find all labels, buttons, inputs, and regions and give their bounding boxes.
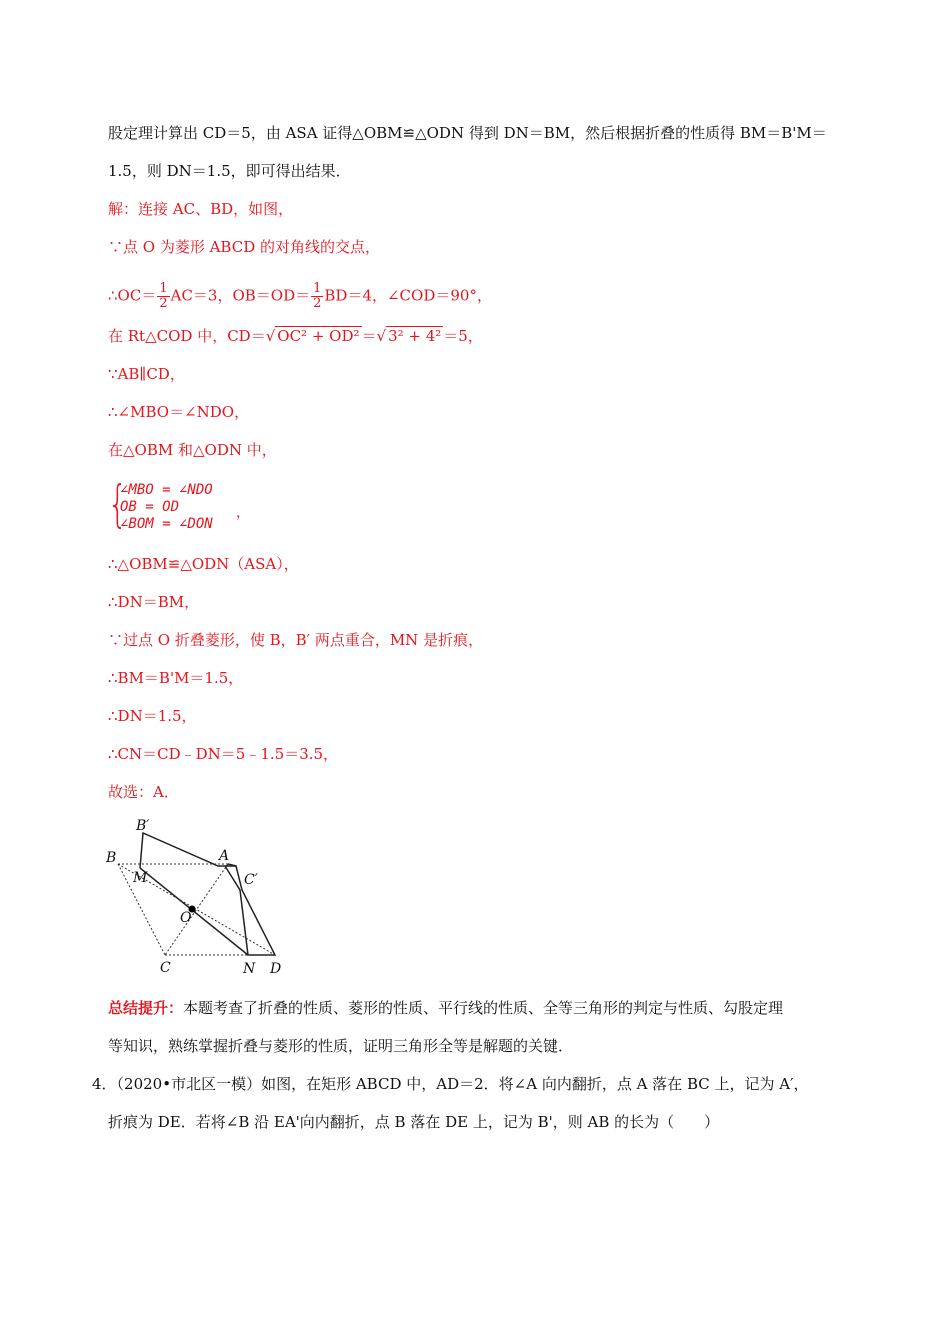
- solution-step-10: ∵过点 O 折叠菱形，使 B，B′ 两点重合，MN 是折痕，: [108, 631, 484, 649]
- solution-step-1: 解：连接 AC、BD，如图，: [108, 200, 294, 218]
- diagonal-AC: [165, 864, 228, 955]
- summary-line-1: [108, 997, 783, 1019]
- step4-equals: ＝: [361, 327, 377, 345]
- solution-step-3: [108, 282, 492, 311]
- fraction-denominator: 2: [159, 296, 168, 311]
- label-A: A: [219, 848, 230, 864]
- system-row-3: ∠BOM = ∠DON: [120, 516, 213, 532]
- question-number: 4．: [92, 1075, 117, 1093]
- radical-oc-od: OC² + OD²: [277, 327, 360, 345]
- fraction-numerator: 1: [159, 281, 168, 296]
- fraction-denominator: 2: [313, 296, 322, 311]
- system-comma: ，: [236, 505, 250, 521]
- label-M: M: [133, 870, 148, 886]
- solution-step-6: ∴∠MBO＝∠NDO，: [108, 403, 250, 421]
- step4-prefix: 在 Rt△COD 中，CD＝: [108, 327, 266, 345]
- solution-step-11: ∴BM＝B'M＝1.5，: [108, 669, 244, 687]
- system-row-2: OB = OD: [120, 499, 180, 515]
- fraction-one-half-2: [311, 282, 323, 311]
- solution-step-5: ∵AB∥CD，: [108, 365, 185, 383]
- label-C-prime: C′: [244, 872, 258, 888]
- label-C: C: [160, 960, 171, 976]
- summary-line-2: 等知识，熟练掌握折叠与菱形的性质，证明三角形全等是解题的关键．: [108, 1037, 574, 1055]
- question-4-text-1: （2020•市北区一模）如图，在矩形 ABCD 中，AD＝2．将∠A 向内翻折，点 A 落在 BC 上，记为 A′，: [116, 1075, 809, 1093]
- fraction-one-half: [157, 282, 169, 311]
- analysis-line-2: 1.5，则 DN＝1.5，即可得出结果．: [108, 162, 351, 180]
- solution-step-7: 在△OBM 和△ODN 中，: [108, 441, 277, 459]
- solution-step-9: ∴DN＝BM，: [108, 593, 200, 611]
- system-row-1: ∠MBO = ∠NDO: [120, 482, 213, 498]
- label-D: D: [270, 961, 282, 977]
- radical-3-4: 3² + 4²: [388, 327, 442, 345]
- solution-step-4: 在 Rt△COD 中，CD＝√ OC² + OD² ＝√ 3² + 4² ＝5，: [108, 327, 483, 345]
- step4-suffix: ＝5，: [443, 327, 483, 345]
- label-O: O: [180, 910, 192, 926]
- solution-step-13: ∴CN＝CD﹣DN＝5﹣1.5＝3.5，: [108, 745, 339, 763]
- label-B-prime: B′: [136, 818, 150, 834]
- summary-label: 总结提升：: [108, 999, 184, 1017]
- step3-prefix: ∴OC＝: [108, 286, 157, 305]
- label-N: N: [243, 961, 256, 977]
- analysis-line-1: 股定理计算出 CD＝5，由 ASA 证得△OBM≌△ODN 得到 DN＝BM，然后根据折叠的性质得 BM＝B'M＝: [108, 124, 827, 142]
- rhombus-fold-figure: [100, 808, 300, 980]
- question-4-line-2: 折痕为 DE．若将∠B 沿 EA'向内翻折，点 B 落在 DE 上，记为 B'，则 AB 的长为（ ）: [108, 1113, 720, 1131]
- question-4-line-1: [92, 1073, 809, 1095]
- solution-step-8: ∴△OBM≌△ODN（ASA），: [108, 555, 299, 573]
- fraction-numerator: 1: [313, 281, 322, 296]
- solution-step-14: 故选：A．: [108, 783, 179, 801]
- label-B: B: [106, 850, 117, 866]
- summary-text-1: 本题考查了折叠的性质、菱形的性质、平行线的性质、全等三角形的判定与性质、勾股定理: [183, 999, 784, 1017]
- solution-step-2: ∵点 O 为菱形 ABCD 的对角线的交点，: [108, 238, 381, 256]
- left-brace: {: [108, 475, 128, 533]
- step3-suffix: BD＝4，∠COD＝90°，: [324, 286, 492, 305]
- solution-step-12: ∴DN＝1.5，: [108, 707, 197, 725]
- step3-middle: AC＝3，OB＝OD＝: [170, 286, 311, 305]
